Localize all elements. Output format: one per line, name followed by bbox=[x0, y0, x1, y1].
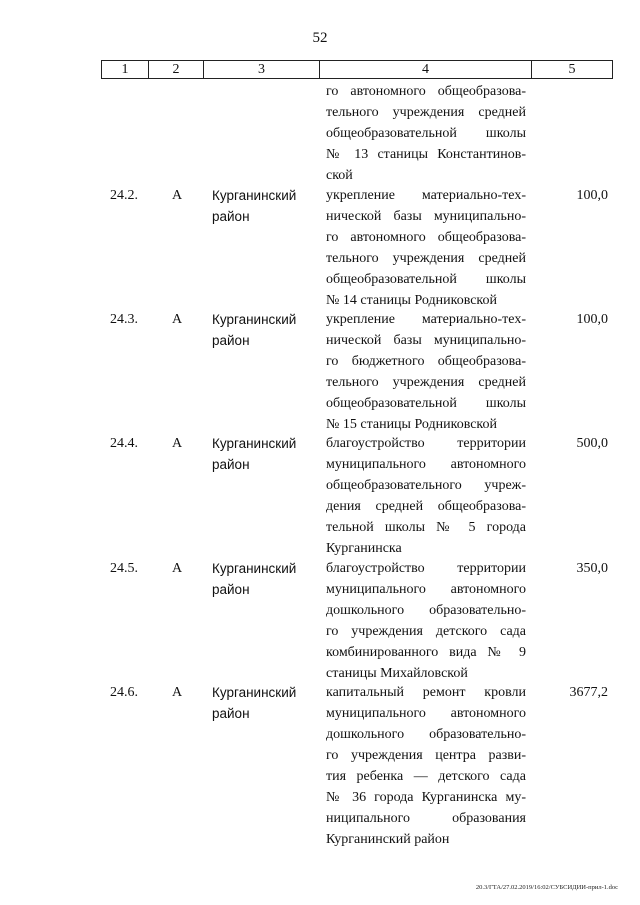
row-municipality: Курганинский район bbox=[212, 188, 297, 224]
row-description bbox=[326, 558, 526, 684]
desc-line: дения средней общеобразова- bbox=[326, 499, 526, 514]
desc-line: го автономного общеобразова- bbox=[326, 84, 526, 99]
desc-line: ниципального образования bbox=[326, 811, 526, 826]
desc-line: ской bbox=[326, 168, 353, 183]
row-municipality: Курганинский район bbox=[212, 561, 297, 597]
desc-line: муниципального автономного bbox=[326, 582, 526, 597]
desc-line: го автономного общеобразова- bbox=[326, 230, 526, 245]
row-number: 24.5. bbox=[110, 561, 138, 576]
desc-line: го бюджетного общеобразова- bbox=[326, 354, 526, 369]
desc-line: комбинированного вида № 9 bbox=[326, 645, 526, 660]
desc-line: тия ребенка — детского сада bbox=[326, 769, 526, 784]
header-col-4: 4 bbox=[320, 61, 532, 78]
desc-line: № 13 станицы Константинов- bbox=[326, 147, 526, 162]
row-category: А bbox=[172, 685, 183, 700]
row-amount: 100,0 bbox=[576, 312, 608, 327]
header-col-2: 2 bbox=[149, 61, 204, 78]
row-municipality: Курганинский район bbox=[212, 312, 297, 348]
desc-line: общеобразовательной школы bbox=[326, 126, 526, 141]
row-municipality: Курганинский район bbox=[212, 685, 297, 721]
row-amount: 3677,2 bbox=[569, 685, 608, 700]
header-col-3: 3 bbox=[204, 61, 320, 78]
row-number: 24.6. bbox=[110, 685, 138, 700]
desc-line: го учреждения детского сада bbox=[326, 624, 526, 639]
row-description bbox=[326, 309, 526, 435]
desc-line: общеобразовательной школы bbox=[326, 272, 526, 287]
row-description bbox=[326, 682, 526, 850]
row-number: 24.4. bbox=[110, 436, 138, 451]
desc-line: капитальный ремонт кровли bbox=[326, 685, 526, 700]
desc-line: тельного учреждения средней bbox=[326, 251, 526, 266]
page-number: 52 bbox=[312, 30, 328, 46]
desc-line: тельного учреждения средней bbox=[326, 375, 526, 390]
row-category: А bbox=[172, 561, 183, 576]
row-amount: 100,0 bbox=[576, 188, 608, 203]
row-amount: 500,0 bbox=[576, 436, 608, 451]
desc-line: Курганинский район bbox=[326, 832, 450, 847]
row-number: 24.3. bbox=[110, 312, 138, 327]
row-description bbox=[326, 185, 526, 311]
desc-line: № 15 станицы Родниковской bbox=[326, 417, 498, 432]
desc-line: благоустройство территории bbox=[326, 561, 526, 576]
desc-line: тельной школы № 5 города bbox=[326, 520, 526, 535]
desc-line: тельного учреждения средней bbox=[326, 105, 526, 120]
row-number: 24.2. bbox=[110, 188, 138, 203]
desc-line: № 36 города Курганинска му- bbox=[326, 790, 526, 805]
desc-line: № 14 станицы Родниковской bbox=[326, 293, 498, 308]
row-category: А bbox=[172, 188, 183, 203]
desc-line: благоустройство территории bbox=[326, 436, 526, 451]
row-municipality: Курганинский район bbox=[212, 436, 297, 472]
desc-line: нической базы муниципально- bbox=[326, 333, 526, 348]
desc-line: общеобразовательного учреж- bbox=[326, 478, 526, 493]
continuation-description bbox=[326, 81, 526, 186]
row-description bbox=[326, 433, 526, 559]
desc-line: укрепление материально-тех- bbox=[326, 312, 526, 327]
desc-line: муниципального автономного bbox=[326, 457, 526, 472]
desc-line: муниципального автономного bbox=[326, 706, 526, 721]
desc-line: Курганинска bbox=[326, 541, 402, 556]
header-col-1: 1 bbox=[102, 61, 149, 78]
header-col-5: 5 bbox=[568, 62, 576, 77]
row-category: А bbox=[172, 312, 183, 327]
desc-line: укрепление материально-тех- bbox=[326, 188, 526, 203]
row-amount: 350,0 bbox=[576, 561, 608, 576]
file-path-stamp: 20.3/ГТА/27.02.2019/16:02/СУБСИДИИ-прил-1.doc bbox=[475, 884, 618, 891]
table-header bbox=[101, 60, 613, 79]
desc-line: дошкольного образовательно- bbox=[326, 603, 526, 618]
desc-line: дошкольного образовательно- bbox=[326, 727, 526, 742]
desc-line: нической базы муниципально- bbox=[326, 209, 526, 224]
desc-line: го учреждения центра разви- bbox=[326, 748, 526, 763]
desc-line: станицы Михайловской bbox=[326, 666, 468, 681]
row-category: А bbox=[172, 436, 183, 451]
desc-line: общеобразовательной школы bbox=[326, 396, 526, 411]
